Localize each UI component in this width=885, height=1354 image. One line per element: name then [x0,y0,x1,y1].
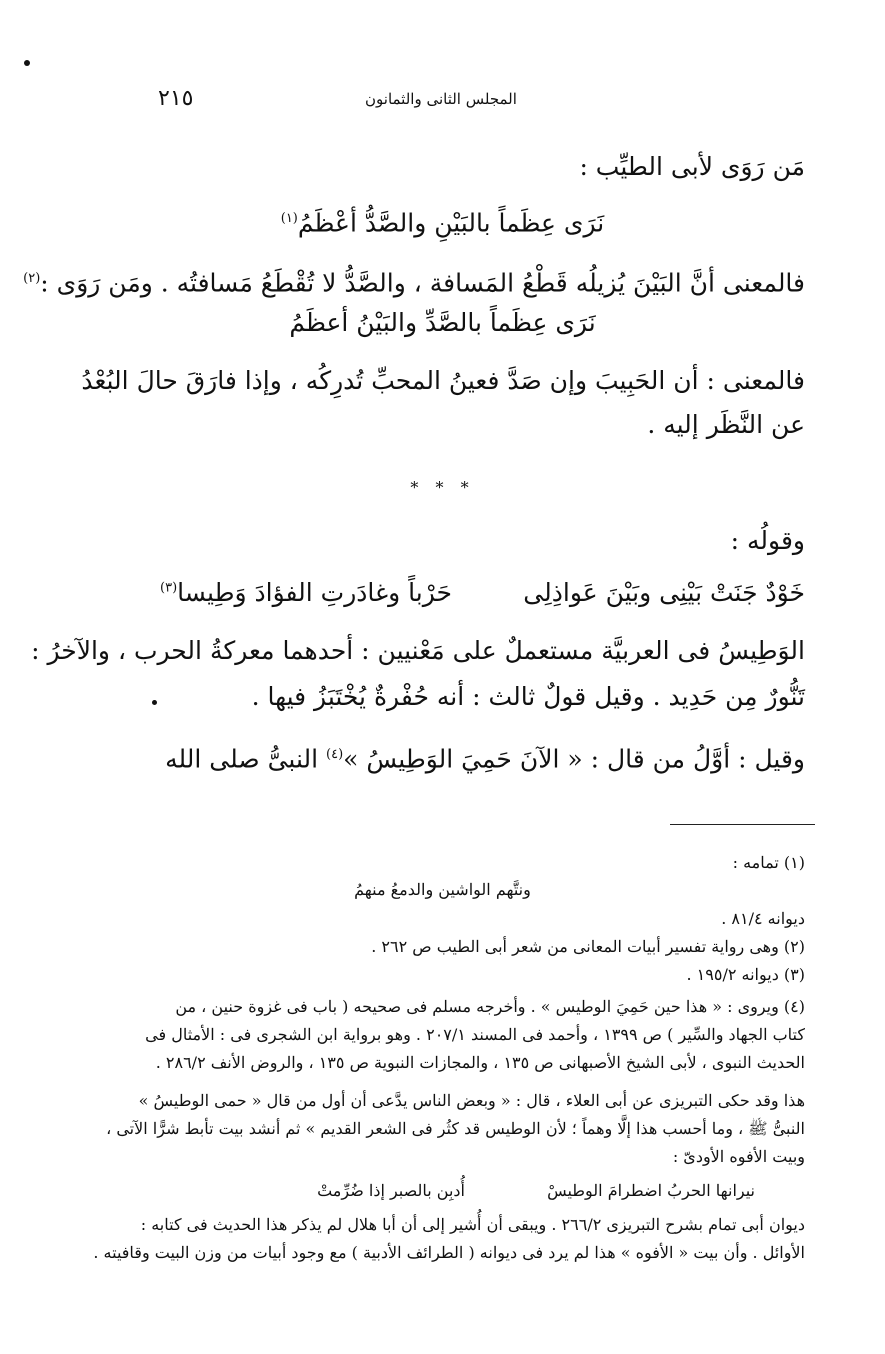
verse-1 [0,202,885,240]
footnote-marker-3: (٣) [160,580,178,596]
footnote-3: (٣) ديوانه ١٩٥/٢ . [686,965,805,984]
verse-3-second-text: حَرْباً وغادَرتِ الفؤادَ وَطِيسا [177,578,452,607]
page-number: ٢١٥ [158,86,194,111]
body-line-5: وقولُه : [730,526,805,555]
footnote-4-line-1: (٤) ويروى : « هذا حين حَمِيَ الوطيس » . وأخرجه مسلم فى صحيحه ( باب فى غزوة حنين ، من [175,997,805,1016]
stray-dot [152,700,157,705]
footnote-4-line-3: الحديث النبوى ، لأبى الشيخ الأصبهانى ص ١٣٥ ، والمجازات النبوية ص ١٣٥ ، والروض الأنف ٢٨٦/٢ . [155,1053,805,1072]
verse-2: نَرَى عِظَماً بالصَّدِّ والبَيْنُ أعظَمُ [289,308,596,337]
footnote-rule [670,824,815,825]
footnote-4-line-5: النبىُّ ﷺ ، وما أحسب هذا إلَّا وهماً ؛ لأن الوطيس قد كثُر فى الشعر القديم » ثم أنشد بيت تأبط شرًّا الآتى ، [106,1119,805,1138]
footnote-2: (٢) وهى رواية تفسير أبيات المعانى من شعر أبى الطيب ص ٢٦٢ . [371,937,805,956]
verse-3-first-hemistich: خَوْدٌ جَنَتْ بَيْنِى وبَيْنَ عَواذِلِى [523,578,805,607]
footnote-4-line-4: هذا وقد حكى التبريزى عن أبى العلاء ، قال : « وبعض الناس يدَّعى أن أول من قال « حمى الوطيسُ » [138,1091,805,1110]
body-line-4: عن النَّظَر إليه . [647,410,805,439]
footnote-marker-1: (١) [280,211,298,226]
body-line-8 [165,738,805,776]
body-line-6: الوَطِيسُ فى العربيَّة مستعملٌ على مَعْنيين : أحدهما معركةُ الحرب ، والآخرُ : [31,636,805,665]
footnote-1-label: (١) تمامه : [732,853,805,872]
footnote-4-line-2: كتاب الجهاد والسِّير ) ص ١٣٩٩ ، وأحمد فى المسند ٢٠٧/١ . وهو برواية ابن الشجرى فى : الأمثال فى [145,1025,805,1044]
verse-3-second-hemistich [160,578,452,607]
body-line-2 [23,262,805,300]
running-title: المجلس الثانى والثمانون [365,90,517,108]
footnote-marker-2: (٢) [23,271,41,286]
body-line-3: فالمعنى : أن الحَبِيبَ وإن صَدَّ فعينُ المحبِّ تُدرِكُه ، وإذا فارَقَ حالَ البُعْدُ [81,366,805,395]
footnote-1-verse: ونتَّهم الواشين والدمعُ منهمُ [354,880,531,899]
footnote-marker-4: (٤) [326,747,344,762]
margin-dot [24,60,30,66]
footnote-4-line-8: الأوائل . وأن بيت « الأفوه » هذا لم يرد فى ديوانه ( الطرائف الأدبية ) مع وجود أبيات من وزن البيت وقافيته . [93,1243,805,1262]
body-line-7: تَنُّورٌ مِن حَدِيد . وقيل قولٌ ثالث : أنه حُفْرةٌ يُخْتَبَزُ فيها . [251,682,805,711]
body-line-8-start: وقيل : أوَّلُ من قال : « الآنَ حَمِيَ الوَطِيسُ » [343,744,805,774]
footnote-4-verse-second: نيرانها الحربُ اضطرامَ الوطيسْ [547,1181,755,1200]
body-line-2-text: فالمعنى أنَّ البَيْنَ يُزيلُه قَطْعُ المَسافة ، والصَّدُّ لا تُقْطَعُ مَسافتُه . ومَن رَوَى : [40,268,805,298]
footnote-4-verse-first: أُدبِن بالصبر إذا ضُرِّمتْ [317,1181,465,1200]
section-separator: * * * [410,478,475,497]
footnote-4-line-7: ديوان أبى تمام بشرح التبريزى ٢٦٦/٢ . ويبقى أن أُشير إلى أن أبا هلال لم يذكر هذا الحديث فى كتابه : [140,1215,805,1234]
verse-1-text: نَرَى عِظَماً بالبَيْنِ والصَّدُّ أعْظَمُ [297,208,605,238]
body-line-8-end: النبىُّ صلى الله [165,744,327,774]
body-line-1: مَن رَوَى لأبى الطيِّب : [579,152,805,181]
footnote-4-line-6: وبيت الأفوه الأودىّ : [672,1147,805,1166]
page-header [150,86,730,114]
footnote-1-source: ديوانه ٨١/٤ . [721,909,805,928]
